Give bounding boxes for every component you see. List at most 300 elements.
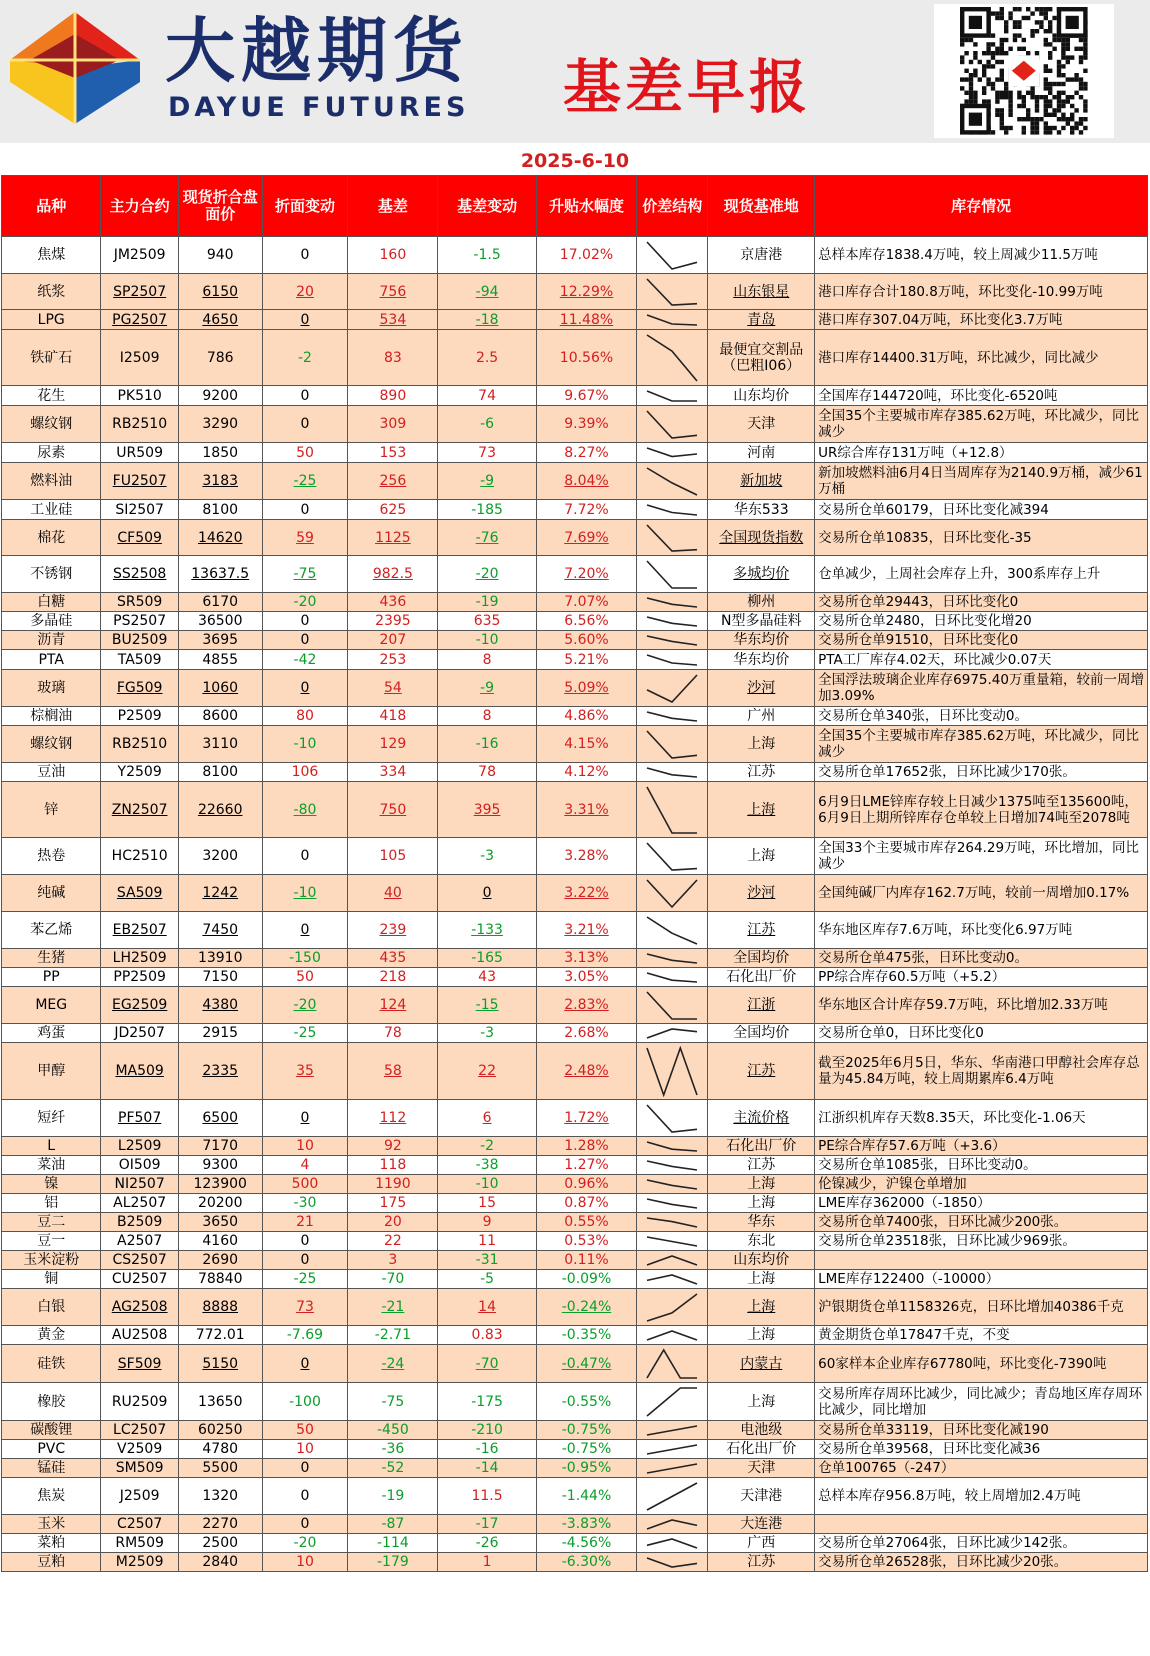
sparkline-icon — [644, 1216, 700, 1229]
spot-location: 石化出厂价 — [708, 1137, 815, 1156]
commodity-name: 黄金 — [2, 1326, 101, 1345]
price-change: 20 — [262, 274, 348, 310]
spot-price: 14620 — [178, 520, 262, 556]
basis-change: 395 — [438, 782, 536, 838]
price-change: 0 — [262, 1345, 348, 1383]
basis-value: 20 — [348, 1213, 438, 1232]
spot-location: 最便宜交割品（巴粗I06） — [708, 330, 815, 386]
premium-pct: 4.12% — [536, 763, 636, 782]
spread-structure-chart — [637, 1232, 708, 1251]
basis-value: 2395 — [348, 612, 438, 631]
commodity-name: 苯乙烯 — [2, 912, 101, 949]
basis-value: 207 — [348, 631, 438, 650]
basis-change: -10 — [438, 631, 536, 650]
inventory-note: 交易所仓单29443，日环比变化0 — [815, 593, 1148, 612]
spread-structure-chart — [637, 987, 708, 1024]
sparkline-icon — [644, 785, 700, 835]
contract-code: HC2510 — [101, 838, 178, 875]
basis-change: -38 — [438, 1156, 536, 1175]
report-header — [0, 0, 1150, 143]
sparkline-icon — [644, 1178, 700, 1191]
inventory-note: 截至2025年6月5日，华东、华南港口甲醇社会库存总量为45.84万吨，较上周期累库6.4万吨 — [815, 1043, 1148, 1100]
contract-code: SF509 — [101, 1345, 178, 1383]
spot-price: 20200 — [178, 1194, 262, 1213]
premium-pct: 17.02% — [536, 237, 636, 274]
basis-change: -16 — [438, 726, 536, 763]
spot-price: 4650 — [178, 310, 262, 330]
contract-code: SI2507 — [101, 500, 178, 520]
inventory-note: 港口库存合计180.8万吨，环比变化-10.99万吨 — [815, 274, 1148, 310]
inventory-note: 6月9日LME锌库存较上日减少1375吨至135600吨，6月9日上期所锌库存仓单较上日增加74吨至2078吨 — [815, 782, 1148, 838]
spread-structure-chart — [637, 556, 708, 593]
spread-structure-chart — [637, 1440, 708, 1459]
sparkline-icon — [644, 673, 700, 704]
basis-change: -94 — [438, 274, 536, 310]
inventory-note: 交易所仓单17652张，日环比减少170张。 — [815, 763, 1148, 782]
price-change: 0 — [262, 500, 348, 520]
spot-price: 7150 — [178, 968, 262, 987]
commodity-name: 不锈钢 — [2, 556, 101, 593]
commodity-name: 生猪 — [2, 949, 101, 968]
spread-structure-chart — [637, 1515, 708, 1534]
basis-value: 334 — [348, 763, 438, 782]
inventory-note: 伦镍减少，沪镍仓单增加 — [815, 1175, 1148, 1194]
sparkline-icon — [644, 634, 700, 647]
sparkline-icon — [644, 596, 700, 609]
basis-value: -19 — [348, 1478, 438, 1515]
spot-price: 8888 — [178, 1289, 262, 1326]
price-change: -10 — [262, 726, 348, 763]
commodity-name: 铜 — [2, 1270, 101, 1289]
spot-location: 天津港 — [708, 1478, 815, 1515]
inventory-note: 沪银期货仓单1158326克，日环比增加40386千克 — [815, 1289, 1148, 1326]
sparkline-icon — [644, 1424, 700, 1437]
spot-location: 电池级 — [708, 1421, 815, 1440]
sparkline-icon — [644, 729, 700, 760]
sparkline-icon — [644, 1329, 700, 1342]
basis-change: -9 — [438, 670, 536, 707]
table-row — [2, 593, 1148, 612]
spot-location: 石化出厂价 — [708, 968, 815, 987]
spot-price: 786 — [178, 330, 262, 386]
contract-code: FG509 — [101, 670, 178, 707]
price-change: 0 — [262, 1251, 348, 1270]
premium-pct: -0.75% — [536, 1421, 636, 1440]
premium-pct: 7.72% — [536, 500, 636, 520]
table-row — [2, 1326, 1148, 1345]
table-row — [2, 1553, 1148, 1572]
premium-pct: 3.05% — [536, 968, 636, 987]
contract-code: J2509 — [101, 1478, 178, 1515]
spot-location: 上海 — [708, 838, 815, 875]
price-change: -2 — [262, 330, 348, 386]
inventory-note: 全国库存144720吨，环比变化-6520吨 — [815, 386, 1148, 406]
commodity-name: LPG — [2, 310, 101, 330]
basis-change: 8 — [438, 650, 536, 670]
sparkline-icon — [644, 1348, 700, 1380]
spot-price: 123900 — [178, 1175, 262, 1194]
premium-pct: 7.20% — [536, 556, 636, 593]
basis-change: -15 — [438, 987, 536, 1024]
basis-change: 14 — [438, 1289, 536, 1326]
contract-code: V2509 — [101, 1440, 178, 1459]
inventory-note: 黄金期货仓单17847千克，不变 — [815, 1326, 1148, 1345]
table-row — [2, 274, 1148, 310]
contract-code: UR509 — [101, 443, 178, 463]
spot-location: 柳州 — [708, 593, 815, 612]
table-row — [2, 1156, 1148, 1175]
col-header-basis: 基差 — [348, 176, 438, 237]
table-row — [2, 1383, 1148, 1421]
basis-value: 1190 — [348, 1175, 438, 1194]
basis-value: -21 — [348, 1289, 438, 1326]
price-change: 0 — [262, 237, 348, 274]
spot-price: 3650 — [178, 1213, 262, 1232]
table-row — [2, 330, 1148, 386]
spot-location: 江苏 — [708, 1043, 815, 1100]
contract-code: JD2507 — [101, 1024, 178, 1043]
commodity-name: 铝 — [2, 1194, 101, 1213]
premium-pct: 3.22% — [536, 875, 636, 912]
basis-change: -18 — [438, 310, 536, 330]
contract-code: LH2509 — [101, 949, 178, 968]
basis-change: 78 — [438, 763, 536, 782]
contract-code: SM509 — [101, 1459, 178, 1478]
spot-price: 772.01 — [178, 1326, 262, 1345]
premium-pct: -0.95% — [536, 1459, 636, 1478]
contract-code: EB2507 — [101, 912, 178, 949]
spread-structure-chart — [637, 1289, 708, 1326]
inventory-note: 交易所仓单0，日环比变化0 — [815, 1024, 1148, 1043]
inventory-note: 交易所仓单2480，日环比变化增20 — [815, 612, 1148, 631]
spot-location: N型多晶硅料 — [708, 612, 815, 631]
spot-location: 沙河 — [708, 670, 815, 707]
basis-change: 73 — [438, 443, 536, 463]
spot-location: 上海 — [708, 1175, 815, 1194]
spot-location: 上海 — [708, 782, 815, 838]
spread-structure-chart — [637, 912, 708, 949]
spot-price: 6170 — [178, 593, 262, 612]
premium-pct: -0.35% — [536, 1326, 636, 1345]
price-change: 10 — [262, 1553, 348, 1572]
contract-code: Y2509 — [101, 763, 178, 782]
price-change: 0 — [262, 612, 348, 631]
premium-pct: 2.68% — [536, 1024, 636, 1043]
table-row — [2, 987, 1148, 1024]
spot-price: 2335 — [178, 1043, 262, 1100]
basis-value: 54 — [348, 670, 438, 707]
spot-location: 河南 — [708, 443, 815, 463]
basis-change: -6 — [438, 406, 536, 443]
table-row — [2, 631, 1148, 650]
spot-location: 大连港 — [708, 1515, 815, 1534]
spot-price: 940 — [178, 237, 262, 274]
basis-value: -450 — [348, 1421, 438, 1440]
basis-change: -3 — [438, 838, 536, 875]
spot-location: 全国现货指数 — [708, 520, 815, 556]
premium-pct: -4.56% — [536, 1534, 636, 1553]
premium-pct: 12.29% — [536, 274, 636, 310]
basis-change: 6 — [438, 1100, 536, 1137]
premium-pct: 6.56% — [536, 612, 636, 631]
contract-code: TA509 — [101, 650, 178, 670]
spread-structure-chart — [637, 237, 708, 274]
basis-value: -36 — [348, 1440, 438, 1459]
table-row — [2, 406, 1148, 443]
price-change: 0 — [262, 631, 348, 650]
spot-price: 4780 — [178, 1440, 262, 1459]
premium-pct: 3.13% — [536, 949, 636, 968]
basis-value: -24 — [348, 1345, 438, 1383]
price-change: 0 — [262, 1100, 348, 1137]
col-header-structure: 价差结构 — [637, 176, 708, 237]
price-change: 73 — [262, 1289, 348, 1326]
table-row — [2, 968, 1148, 987]
commodity-name: PP — [2, 968, 101, 987]
basis-value: 436 — [348, 593, 438, 612]
spot-price: 1060 — [178, 670, 262, 707]
spot-location: 内蒙古 — [708, 1345, 815, 1383]
table-row — [2, 500, 1148, 520]
sparkline-icon — [644, 1046, 700, 1097]
sparkline-icon — [644, 766, 700, 779]
commodity-name: 菜油 — [2, 1156, 101, 1175]
table-row — [2, 237, 1148, 274]
basis-change: 635 — [438, 612, 536, 631]
spot-location: 青岛 — [708, 310, 815, 330]
price-change: 50 — [262, 1421, 348, 1440]
price-change: 0 — [262, 386, 348, 406]
commodity-name: 焦煤 — [2, 237, 101, 274]
col-header-premium: 升贴水幅度 — [536, 176, 636, 237]
inventory-note: 交易所仓单26528张，日环比减少20张。 — [815, 1553, 1148, 1572]
sparkline-icon — [644, 503, 700, 517]
contract-code: PF507 — [101, 1100, 178, 1137]
spot-price: 4855 — [178, 650, 262, 670]
inventory-note: 交易所仓单1085张，日环比变动0。 — [815, 1156, 1148, 1175]
basis-change: -70 — [438, 1345, 536, 1383]
spot-price: 1320 — [178, 1478, 262, 1515]
basis-change: -175 — [438, 1383, 536, 1421]
commodity-name: PVC — [2, 1440, 101, 1459]
spot-location: 华东533 — [708, 500, 815, 520]
spot-price: 5500 — [178, 1459, 262, 1478]
col-header-contract: 主力合约 — [101, 176, 178, 237]
inventory-note: 新加坡燃料油6月4日当周库存为2140.9万桶，减少61万桶 — [815, 463, 1148, 500]
inventory-note: 江浙织机库存天数8.35天，环比变化-1.06天 — [815, 1100, 1148, 1137]
contract-code: PS2507 — [101, 612, 178, 631]
commodity-name: 玉米淀粉 — [2, 1251, 101, 1270]
contract-code: CU2507 — [101, 1270, 178, 1289]
commodity-name: 玉米 — [2, 1515, 101, 1534]
basis-change: -165 — [438, 949, 536, 968]
commodity-name: 花生 — [2, 386, 101, 406]
spread-structure-chart — [637, 763, 708, 782]
spread-structure-chart — [637, 1156, 708, 1175]
sparkline-icon — [644, 333, 700, 383]
spot-price: 36500 — [178, 612, 262, 631]
price-change: -20 — [262, 593, 348, 612]
spot-price: 6150 — [178, 274, 262, 310]
spot-price: 6500 — [178, 1100, 262, 1137]
premium-pct: 1.28% — [536, 1137, 636, 1156]
spot-location: 沙河 — [708, 875, 815, 912]
contract-code: AU2508 — [101, 1326, 178, 1345]
sparkline-icon — [644, 1140, 700, 1153]
spot-price: 3200 — [178, 838, 262, 875]
spot-price: 13910 — [178, 949, 262, 968]
basis-change: -19 — [438, 593, 536, 612]
basis-value: 1125 — [348, 520, 438, 556]
basis-change: -185 — [438, 500, 536, 520]
spot-location: 江苏 — [708, 912, 815, 949]
price-change: 10 — [262, 1440, 348, 1459]
spread-structure-chart — [637, 500, 708, 520]
spot-location: 山东银星 — [708, 274, 815, 310]
basis-value: 105 — [348, 838, 438, 875]
basis-value: 153 — [348, 443, 438, 463]
premium-pct: 4.86% — [536, 707, 636, 726]
spot-location: 山东均价 — [708, 1251, 815, 1270]
table-row — [2, 1421, 1148, 1440]
contract-code: OI509 — [101, 1156, 178, 1175]
commodity-name: 甲醇 — [2, 1043, 101, 1100]
spot-location: 华东均价 — [708, 631, 815, 650]
table-row — [2, 1515, 1148, 1534]
sparkline-icon — [644, 1159, 700, 1172]
inventory-note: 港口库存307.04万吨，环比变化3.7万吨 — [815, 310, 1148, 330]
commodity-name: 白糖 — [2, 593, 101, 612]
basis-change: -2 — [438, 1137, 536, 1156]
price-change: -20 — [262, 1534, 348, 1553]
basis-change: 8 — [438, 707, 536, 726]
basis-value: 750 — [348, 782, 438, 838]
basis-change: -5 — [438, 1270, 536, 1289]
table-row — [2, 1194, 1148, 1213]
basis-value: 534 — [348, 310, 438, 330]
spot-price: 13650 — [178, 1383, 262, 1421]
table-row — [2, 1024, 1148, 1043]
spread-structure-chart — [637, 1175, 708, 1194]
basis-change: -3 — [438, 1024, 536, 1043]
premium-pct: 10.56% — [536, 330, 636, 386]
inventory-note: 交易所仓单340张，日环比变动0。 — [815, 707, 1148, 726]
table-row — [2, 520, 1148, 556]
commodity-name: 燃料油 — [2, 463, 101, 500]
basis-change: -31 — [438, 1251, 536, 1270]
report-date: 2025-6-10 — [520, 150, 630, 172]
inventory-note: 港口库存14400.31万吨，环比减少，同比减少 — [815, 330, 1148, 386]
spot-location: 华东均价 — [708, 650, 815, 670]
spot-location: 京唐港 — [708, 237, 815, 274]
inventory-note: 华东地区库存7.6万吨，环比变化6.97万吨 — [815, 912, 1148, 949]
spot-price: 78840 — [178, 1270, 262, 1289]
basis-table — [1, 175, 1148, 1572]
price-change: 10 — [262, 1137, 348, 1156]
commodity-name: 橡胶 — [2, 1383, 101, 1421]
commodity-name: PTA — [2, 650, 101, 670]
table-row — [2, 707, 1148, 726]
premium-pct: 5.09% — [536, 670, 636, 707]
spread-structure-chart — [637, 968, 708, 987]
spread-structure-chart — [637, 1553, 708, 1572]
basis-change: 0 — [438, 875, 536, 912]
sparkline-icon — [644, 313, 700, 327]
price-change: 50 — [262, 968, 348, 987]
basis-change: -17 — [438, 1515, 536, 1534]
basis-value: 83 — [348, 330, 438, 386]
price-change: -80 — [262, 782, 348, 838]
premium-pct: 9.67% — [536, 386, 636, 406]
premium-pct: -0.75% — [536, 1440, 636, 1459]
commodity-name: 菜粕 — [2, 1534, 101, 1553]
table-row — [2, 1534, 1148, 1553]
basis-value: 129 — [348, 726, 438, 763]
spot-location: 全国均价 — [708, 1024, 815, 1043]
report-title: 基差早报 — [563, 53, 812, 121]
spot-price: 8100 — [178, 500, 262, 520]
basis-change: -1.5 — [438, 237, 536, 274]
premium-pct: -0.09% — [536, 1270, 636, 1289]
commodity-name: 白银 — [2, 1289, 101, 1326]
inventory-note: 交易所仓单91510，日环比变化0 — [815, 631, 1148, 650]
price-change: 0 — [262, 310, 348, 330]
price-change: -7.69 — [262, 1326, 348, 1345]
spot-location: 上海 — [708, 1383, 815, 1421]
contract-code: AG2508 — [101, 1289, 178, 1326]
price-change: 80 — [262, 707, 348, 726]
basis-change: 43 — [438, 968, 536, 987]
price-change: 0 — [262, 1515, 348, 1534]
spot-price: 1850 — [178, 443, 262, 463]
basis-change: -76 — [438, 520, 536, 556]
basis-value: 112 — [348, 1100, 438, 1137]
table-row — [2, 912, 1148, 949]
sparkline-icon — [644, 952, 700, 965]
basis-value: 118 — [348, 1156, 438, 1175]
contract-code: NI2507 — [101, 1175, 178, 1194]
spread-structure-chart — [637, 463, 708, 500]
table-row — [2, 1137, 1148, 1156]
spread-structure-chart — [637, 520, 708, 556]
sparkline-icon — [644, 1481, 700, 1512]
basis-change: 2.5 — [438, 330, 536, 386]
spread-structure-chart — [637, 443, 708, 463]
basis-value: 3 — [348, 1251, 438, 1270]
spot-price: 2690 — [178, 1251, 262, 1270]
sparkline-icon — [644, 1386, 700, 1418]
spot-price: 4380 — [178, 987, 262, 1024]
contract-code: PP2509 — [101, 968, 178, 987]
price-change: 21 — [262, 1213, 348, 1232]
basis-change: -9 — [438, 463, 536, 500]
sparkline-icon — [644, 1027, 700, 1040]
spread-structure-chart — [637, 1534, 708, 1553]
basis-value: 418 — [348, 707, 438, 726]
premium-pct: -0.24% — [536, 1289, 636, 1326]
premium-pct: 9.39% — [536, 406, 636, 443]
basis-change: 11.5 — [438, 1478, 536, 1515]
spread-structure-chart — [637, 650, 708, 670]
table-row — [2, 838, 1148, 875]
commodity-name: 焦炭 — [2, 1478, 101, 1515]
spot-price: 1242 — [178, 875, 262, 912]
premium-pct: 0.55% — [536, 1213, 636, 1232]
inventory-note: 交易所仓单33119，日环比变化减190 — [815, 1421, 1148, 1440]
inventory-note: 交易所仓单27064张，日环比减少142张。 — [815, 1534, 1148, 1553]
spread-structure-chart — [637, 1024, 708, 1043]
sparkline-icon — [644, 1254, 700, 1267]
